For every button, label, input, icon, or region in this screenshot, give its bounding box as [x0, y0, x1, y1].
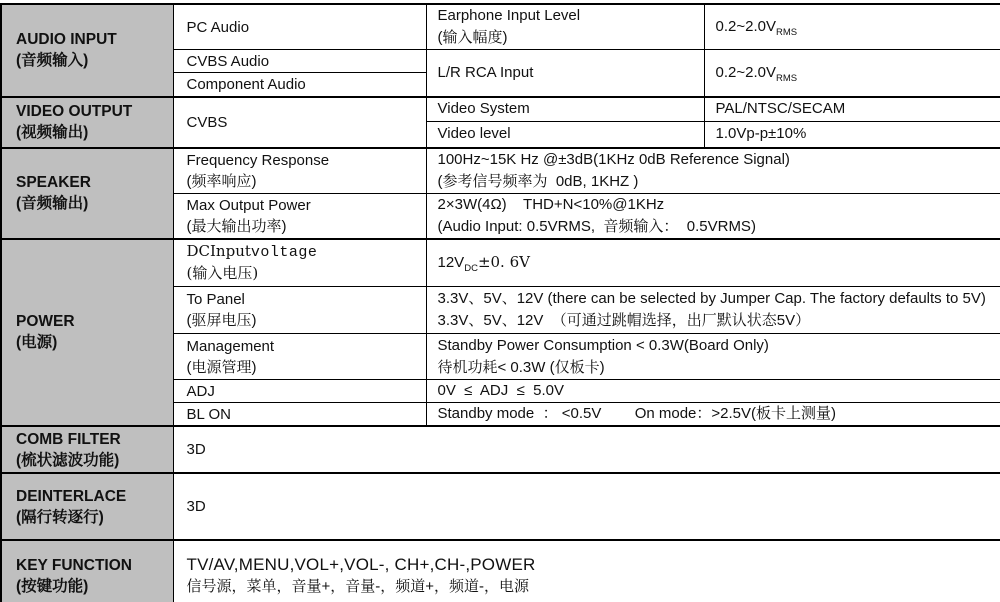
to-panel-value-line2: 3.3V、5V、12V （可通过跳帽选择，出厂默认状态5V）	[437, 312, 811, 329]
cell-frequency-response-value	[426, 148, 1000, 194]
category-speaker-en: SPEAKER	[16, 174, 91, 191]
cell-video-system-value	[704, 97, 1000, 122]
cell-cvbs-output	[173, 97, 426, 148]
dc-input-voltage-value	[437, 253, 530, 275]
cell-max-output-power-value	[426, 193, 1000, 239]
deinterlace-value: 3D	[186, 497, 206, 515]
category-audio-input-en: AUDIO INPUT	[16, 31, 117, 49]
category-comb-filter-en: COMB FILTER	[16, 430, 121, 448]
component-audio-label: Component Audio	[186, 75, 306, 93]
pc-audio-label: PC Audio	[186, 18, 250, 36]
cell-adj-value	[426, 380, 1000, 403]
category-deinterlace-en: DEINTERLACE	[16, 487, 127, 505]
category-video-output-en: VIDEO OUTPUT	[16, 103, 133, 120]
cell-management	[173, 334, 426, 380]
to-panel-value-line1: 3.3V、5V、12V (there can be selected by Jumper Cap. The factory defaults to 5V)	[437, 290, 986, 307]
max-output-power-value-line1: 2×3W(4Ω) THD+N<10%@1KHz	[437, 195, 665, 213]
frequency-response-en: Frequency Response	[186, 151, 330, 169]
max-output-power-value-line2: (Audio Input: 0.5VRMS, 音频输入： 0.5VRMS)	[437, 217, 756, 235]
cell-to-panel	[173, 287, 426, 334]
category-speaker-zh: (音频输出)	[16, 195, 89, 212]
bl-on-value: Standby mode ： <0.5V On mode：>2.5V(板卡上测量)	[437, 405, 836, 422]
cell-video-level-value	[704, 122, 1000, 148]
management-value-line2: 待机功耗< 0.3W (仅板卡)	[437, 358, 605, 376]
cell-component-audio	[173, 73, 426, 97]
cell-key-function-value	[173, 540, 1000, 602]
category-deinterlace-zh: (隔行转逐行)	[16, 508, 104, 526]
category-speaker	[1, 148, 173, 239]
video-system-label: Video System	[437, 100, 530, 118]
cell-earphone-input-level	[426, 4, 704, 50]
category-key-function-zh: (按键功能)	[16, 578, 89, 595]
cell-comb-filter-value	[173, 426, 1000, 473]
dc-input-voltage-en	[187, 241, 426, 263]
dc-value-tolerance: ±0. 6V	[477, 253, 530, 272]
earphone-value-main: 0.2~2.0V	[715, 18, 776, 35]
cell-pc-audio	[173, 4, 426, 50]
cell-deinterlace-value	[173, 473, 1000, 540]
max-output-power-en: Max Output Power	[186, 196, 311, 214]
cvbs-audio-label: CVBS Audio	[186, 52, 270, 70]
management-zh: (电源管理)	[186, 358, 257, 376]
dc-input-voltage-zh: (输入电压)	[186, 264, 259, 283]
cell-frequency-response	[173, 148, 426, 194]
dc-value-unit-sub: DC	[464, 263, 478, 275]
cell-bl-on	[173, 403, 426, 427]
cell-lr-rca-value	[704, 50, 1000, 97]
cell-management-value	[426, 334, 1000, 380]
key-function-value-line2: 信号源，菜单，音量+，音量-，频道+，频道-，电源	[186, 578, 530, 595]
dc-input-voltage-en-part1: DCInput	[186, 242, 251, 261]
key-function-value-line1: TV/AV,MENU,VOL+,VOL-, CH+,CH-,POWER	[186, 555, 536, 574]
bl-on-label: BL ON	[186, 405, 231, 423]
to-panel-zh: (驱屏电压)	[186, 312, 257, 329]
cell-video-system	[426, 97, 704, 122]
cell-adj	[173, 380, 426, 403]
management-value-line1: Standby Power Consumption < 0.3W(Board Only)	[437, 336, 769, 354]
earphone-input-level-zh: (输入幅度)	[437, 29, 508, 46]
video-level-label: Video level	[437, 125, 511, 143]
spec-table	[0, 3, 1000, 602]
cell-dc-input-voltage-value	[426, 239, 1000, 287]
dc-value-main: 12V	[437, 254, 465, 272]
max-output-power-zh: (最大输出功率)	[186, 217, 287, 235]
lr-rca-value-main: 0.2~2.0V	[715, 63, 776, 81]
category-comb-filter	[1, 426, 173, 473]
category-power-zh: (电源)	[16, 334, 58, 352]
category-video-output	[1, 97, 173, 148]
frequency-response-zh: (频率响应)	[186, 172, 257, 190]
category-key-function	[1, 540, 173, 602]
comb-filter-value: 3D	[186, 440, 206, 458]
cell-lr-rca-input	[426, 50, 704, 97]
cvbs-output-label: CVBS	[186, 113, 228, 131]
category-comb-filter-zh: (梳状滤波功能)	[16, 451, 120, 469]
cell-cvbs-audio	[173, 50, 426, 73]
dc-input-voltage-en-part2: voltage	[250, 244, 318, 262]
frequency-response-value-line1: 100Hz~15K Hz @±3dB(1KHz 0dB Reference Signal)	[437, 150, 790, 168]
frequency-response-value-line2: (参考信号频率为 0dB, 1KHZ )	[437, 172, 639, 190]
cell-to-panel-value	[426, 287, 1000, 334]
lr-rca-value-unit-sub: RMS	[775, 72, 798, 84]
cell-max-output-power	[173, 193, 426, 239]
category-power	[1, 239, 173, 427]
adj-value: 0V ≤ ADJ ≤ 5.0V	[437, 382, 565, 399]
cell-dc-input-voltage	[173, 239, 426, 287]
earphone-value-unit-sub: RMS	[775, 27, 798, 38]
to-panel-en: To Panel	[186, 291, 245, 308]
category-deinterlace	[1, 473, 173, 540]
lr-rca-value	[715, 63, 798, 84]
category-video-output-zh: (视频输出)	[16, 124, 89, 141]
adj-label: ADJ	[186, 382, 215, 400]
cell-earphone-value	[704, 4, 1000, 50]
lr-rca-input-label: L/R RCA Input	[437, 63, 534, 81]
earphone-input-level-en: Earphone Input Level	[437, 7, 581, 24]
category-power-en: POWER	[16, 313, 75, 331]
cell-bl-on-value	[426, 403, 1000, 427]
category-audio-input	[1, 4, 173, 97]
video-system-value: PAL/NTSC/SECAM	[715, 100, 846, 118]
category-audio-input-zh: (音频输入)	[16, 52, 89, 70]
cell-video-level	[426, 122, 704, 148]
category-key-function-en: KEY FUNCTION	[16, 557, 132, 574]
earphone-value	[715, 18, 798, 38]
video-level-value: 1.0Vp-p±10%	[715, 125, 807, 143]
management-en: Management	[186, 337, 275, 355]
